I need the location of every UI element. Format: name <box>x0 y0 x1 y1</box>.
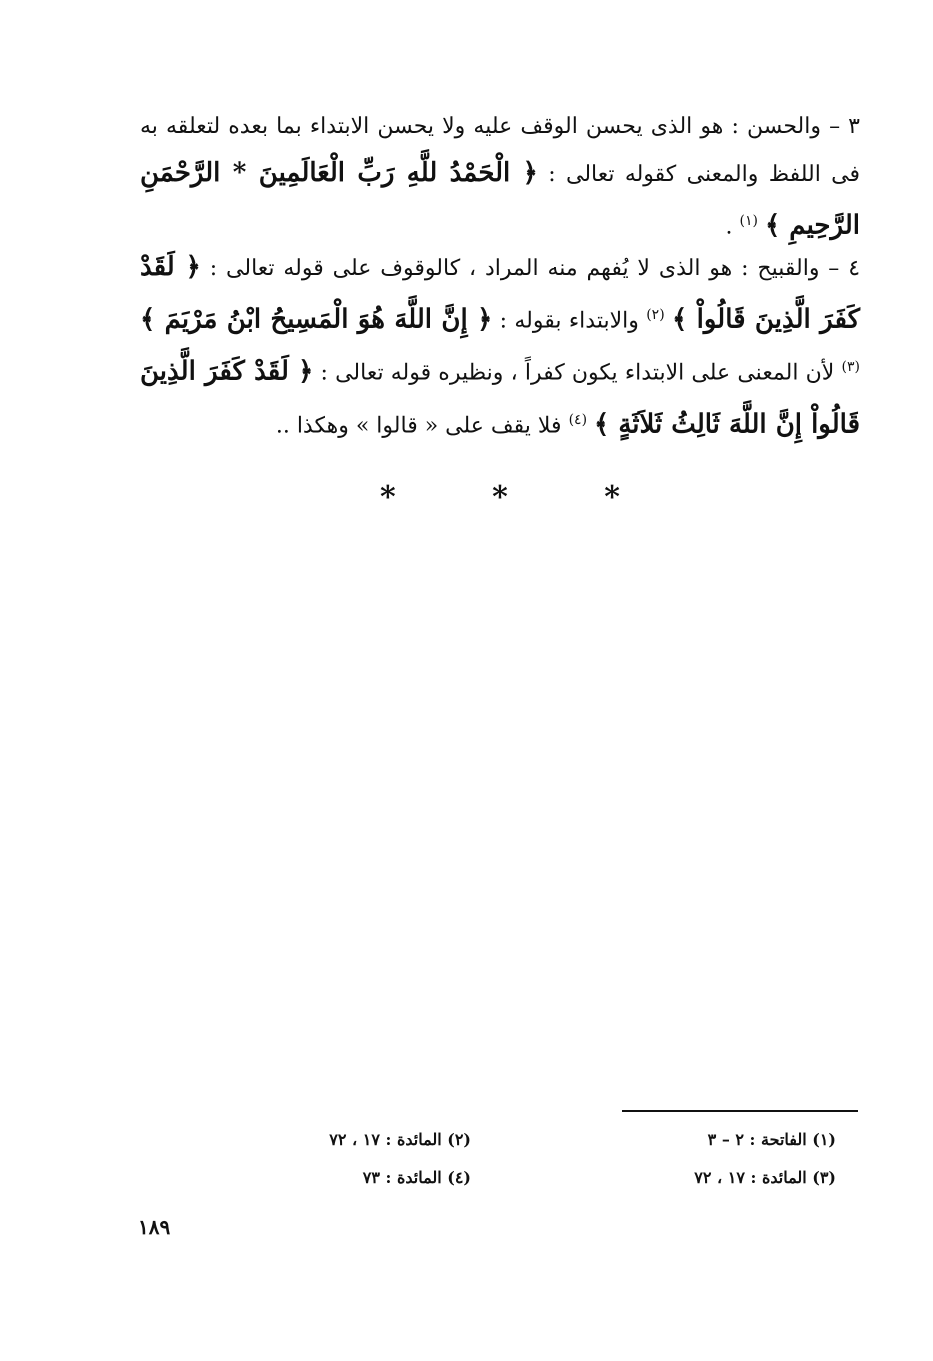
footnote-2: (٢) المائدة : ١٧ ، ٧٢ <box>329 1130 471 1149</box>
quran-verse-fatiha: ﴿ الْحَمْدُ للَّهِ رَبِّ الْعَالَمِينَ * الرَّحْمَنِ الرَّحِيمِ ﴾ <box>140 158 860 241</box>
section-separator <box>380 480 620 515</box>
paragraph-hasan <box>140 104 860 250</box>
footnote-ref-4: (٤) <box>568 411 588 428</box>
quran-verse-1: ﴿ لَقَدْ كَفَرَ الَّذِينَ قَالُواْ ﴾ <box>140 252 860 335</box>
page-number: ١٨٩ <box>138 1215 171 1239</box>
paragraph-hasan-end: . <box>725 214 733 240</box>
separator-star: * <box>492 480 508 515</box>
paragraph-qabih <box>140 244 860 449</box>
paragraph-qabih-mid1: والابتداء بقوله : <box>499 308 639 334</box>
paragraph-qabih-mid2: لأن المعنى على الابتداء يكون كفراً ، ونظيره قوله تعالى : <box>320 360 835 386</box>
quran-verse-2: ﴿ إِنَّ اللَّهَ هُوَ الْمَسِيحُ ابْنُ مَرْيَمَ ﴾ <box>140 304 493 335</box>
footnote-ref-1: (١) <box>739 213 758 229</box>
separator-star: * <box>380 480 396 515</box>
paragraph-qabih-end: فلا يقف على « قالوا » وهكذا .. <box>275 412 562 438</box>
footnote-4: (٤) المائدة : ٧٣ <box>362 1168 471 1187</box>
footnote-ref-3: (٣) <box>841 359 860 376</box>
separator-star: * <box>604 480 620 515</box>
footnote-divider <box>622 1110 858 1112</box>
footnote-ref-2: (٢) <box>646 307 665 323</box>
paragraph-qabih-intro: ٤ – والقبيح : هو الذى لا يُفهم منه المراد ، كالوقوف على قوله تعالى : <box>209 256 861 281</box>
footnote-3: (٣) المائدة : ١٧ ، ٧٢ <box>694 1168 836 1187</box>
quran-verse-3: ﴿ لَقَدْ كَفَرَ الَّذِينَ قَالُواْ إِنَّ اللَّهَ ثَالِثُ ثَلاَثَةٍ ﴾ <box>140 356 860 439</box>
paragraph-hasan-text: ٣ – والحسن : هو الذى يحسن الوقف عليه ولا يحسن الابتداء بما بعده لتعلقه به فى اللفظ والمعنى كقوله تعالى : <box>140 114 860 187</box>
footnote-1: (١) الفاتحة : ٢ – ٣ <box>707 1130 836 1149</box>
